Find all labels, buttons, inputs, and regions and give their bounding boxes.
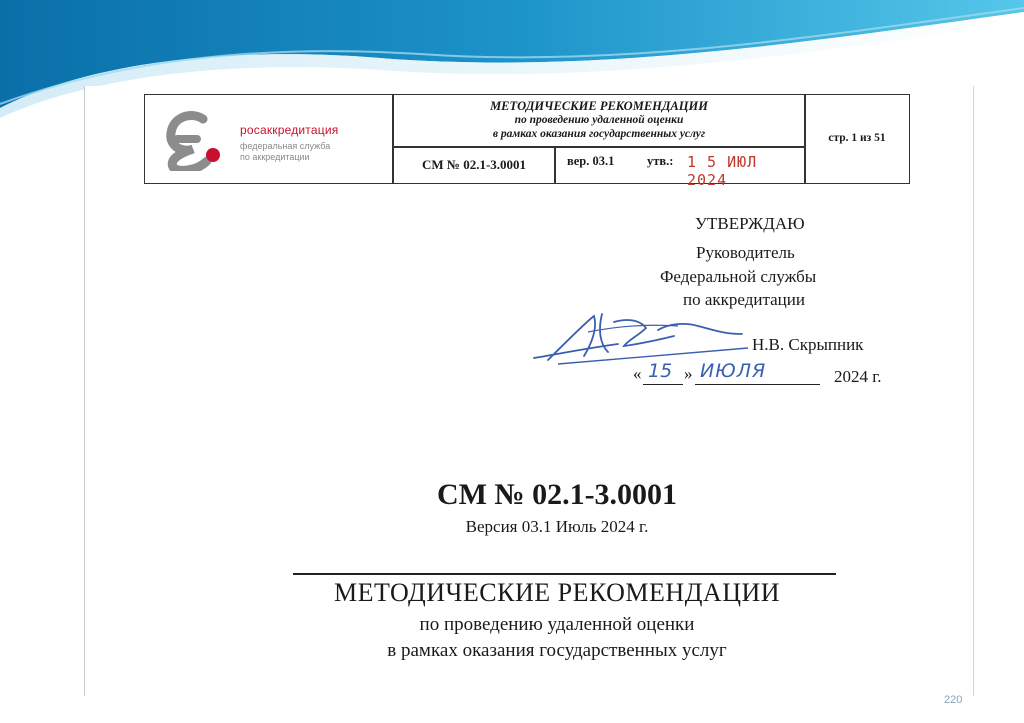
header-title-cell (392, 94, 806, 148)
logo-subtitle-line1: федеральная служба (240, 141, 331, 151)
header-code-cell (392, 146, 556, 184)
approval-date-prefix: « (633, 364, 642, 383)
approval-heading: УТВЕРЖДАЮ (695, 214, 805, 233)
main-subtitle-line2: в рамках оказания государственных услуг (387, 640, 727, 661)
main-document-code: СМ № 02.1-3.0001 (436, 478, 678, 511)
header-title: МЕТОДИЧЕСКИЕ РЕКОМЕНДАЦИИ (490, 99, 708, 113)
approval-position-line1: Руководитель (696, 243, 795, 262)
header-subtitle-line2: в рамках оказания государственных услуг (492, 128, 706, 140)
approval-date-month: ИЮЛЯ (700, 360, 767, 382)
approval-date-day: 15 (648, 360, 673, 382)
document-code: СМ № 02.1-3.0001 (421, 157, 527, 172)
page-counter: стр. 1 из 51 (828, 132, 886, 144)
header-subtitle-line1: по проведению удаленной оценки (514, 114, 684, 126)
slide-number: 220 (944, 694, 963, 706)
approval-position-line3: по аккредитации (683, 290, 805, 309)
approval-date-year: 2024 г. (834, 367, 882, 386)
header-page-cell (804, 94, 910, 184)
main-version: Версия 03.1 Июль 2024 г. (465, 517, 649, 536)
main-title: МЕТОДИЧЕСКИЕ РЕКОМЕНДАЦИИ (333, 578, 781, 607)
logo-name: росаккредитация (240, 123, 339, 137)
header-logo-cell (144, 94, 394, 184)
header-version-cell (554, 146, 806, 189)
date-day-underline (643, 384, 683, 385)
main-subtitle-line1: по проведению удаленной оценки (419, 614, 695, 635)
approver-name: Н.В. Скрыпник (752, 335, 864, 354)
approval-position-line2: Федеральной службы (660, 267, 817, 286)
approval-date-close-quote: » (684, 364, 693, 383)
approval-date-stamp: 1 5 ИЮЛ 2024 (687, 153, 758, 189)
rosaccreditation-logo-icon (163, 109, 223, 171)
logo-subtitle-line2: по аккредитации (240, 152, 310, 162)
date-month-underline (695, 384, 820, 385)
approved-label: утв.: (647, 154, 674, 168)
title-divider (293, 573, 836, 575)
version-label: вер. 03.1 (567, 154, 615, 168)
